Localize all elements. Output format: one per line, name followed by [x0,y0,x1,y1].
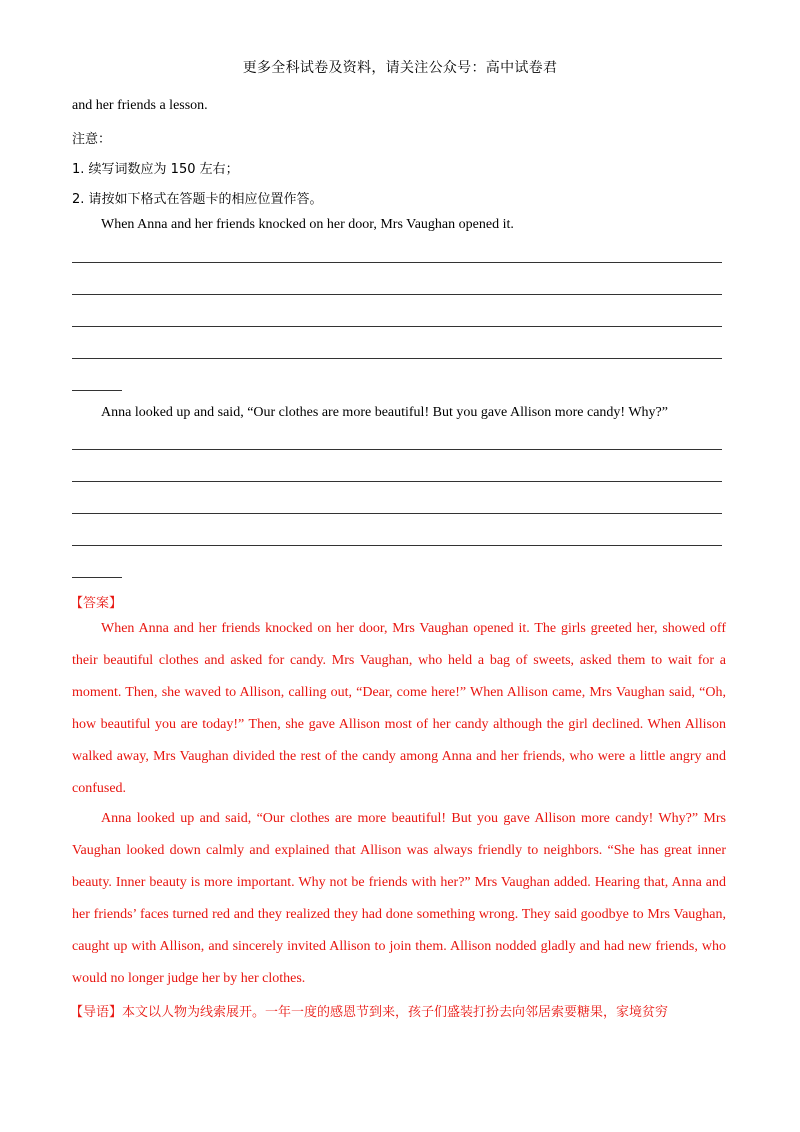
answer-line [72,545,722,546]
para1-opening: When Anna and her friends knocked on her door, Mrs Vaughan opened it. [101,217,514,232]
guide-text: 本文以人物为线索展开。一年一度的感恩节到来，孩子们盛装打扮去向邻居索要糖果，家境贫穷 [122,1005,669,1020]
notice-label: 注意： [72,132,112,147]
answer-line [72,513,722,514]
answer-line [72,449,722,450]
answer-paragraph-1: When Anna and her friends knocked on her door, Mrs Vaughan opened it. The girls greeted her, showed off their beautiful clothes and asked for candy. Mrs Vaughan, who held a bag of sweets, asked them to wait for a moment. Then, she waved to Allison, calling out, “Dear, come here!” When Allison came, Mrs Vaughan said, “Oh, how beautiful you are today!” Then, she gave Allison most of her candy although the girl declined. When Allison walked away, Mrs Vaughan divided the rest of the candy among Anna and her friends, who were a little angry and confused. [72,621,726,796]
answer-line [72,262,722,263]
answer-line [72,294,722,295]
continuation-text: and her friends a lesson. [72,98,208,113]
answer-paragraph-2: Anna looked up and said, “Our clothes are more beautiful! But you gave Allison more candy! Why?” Mrs Vaughan looked down calmly and explained that Allison was always friendly to neighbors. “She has great inner beauty. Inner beauty is more important. Why not be friends with her?” Mrs Vaughan added. Hearing that, Anna and her friends’ faces turned red and they realized they had done something wrong. They said goodbye to Mrs Vaughan, caught up with Allison, and sincerely invited Allison to join them. Allison nodded gladly and had new friends, who would no longer judge her by her clothes. [72,811,726,986]
answer-line [72,326,722,327]
answer-line [72,358,722,359]
para2-opening: Anna looked up and said, “Our clothes are more beautiful! But you gave Allison more candy! Why?” [101,405,668,420]
page-header: 更多全科试卷及资料，请关注公众号：高中试卷君 [242,60,558,76]
answer-line-end [72,390,122,391]
answer-line-end [72,577,122,578]
answer-label: 【答案】 [70,596,123,611]
note-item-2: 2. 请按如下格式在答题卡的相应位置作答。 [72,192,323,207]
answer-line [72,481,722,482]
guide-line [70,1001,668,1021]
guide-label: 【导语】 [70,1005,123,1020]
note-item-1: 1. 续写词数应为 150 左右； [72,162,239,177]
